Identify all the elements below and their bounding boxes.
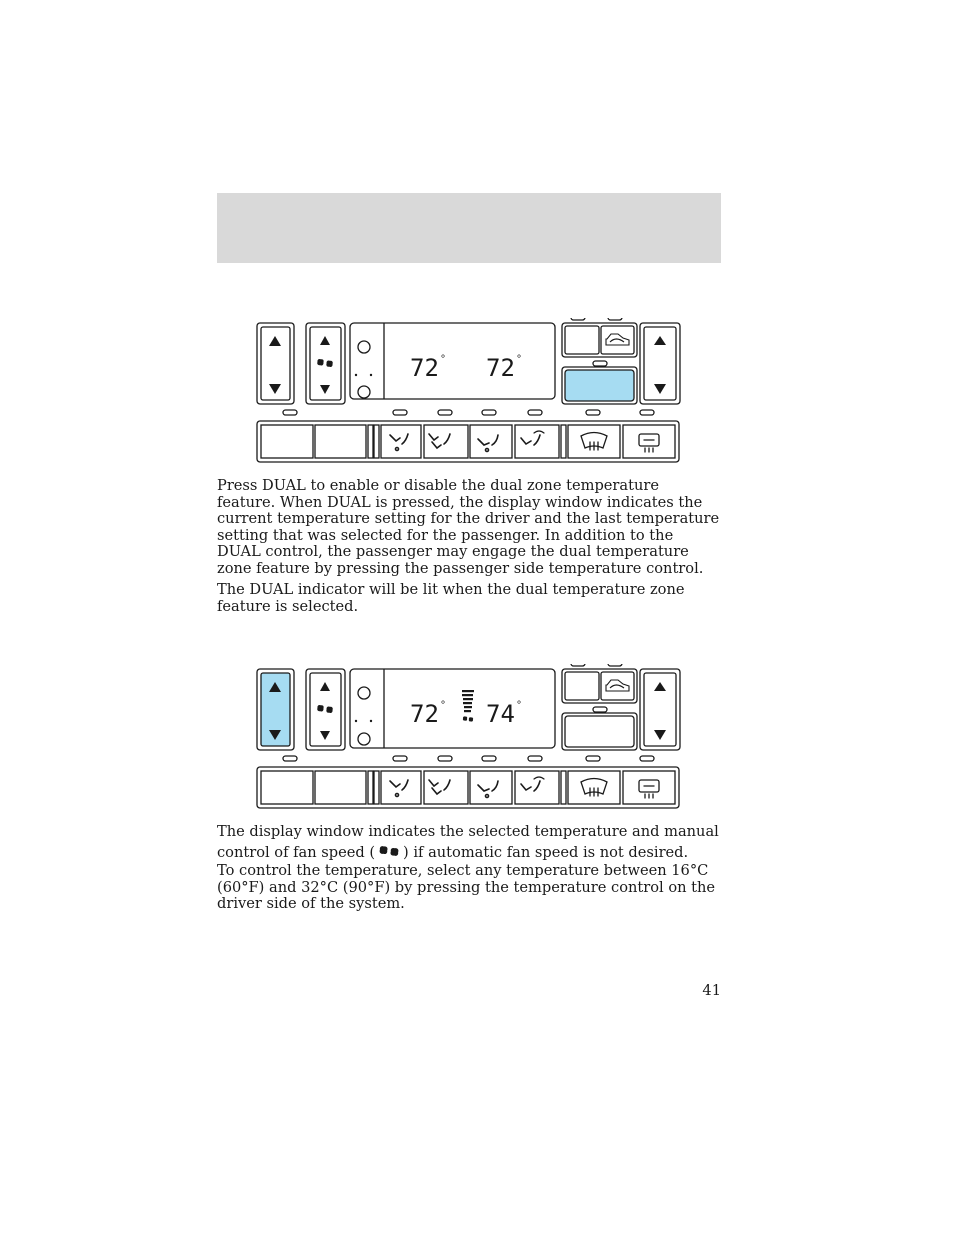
floor-defrost-icon [521,777,544,791]
up-arrow-icon [654,336,666,345]
dual-button[interactable] [565,716,634,747]
down-arrow-icon [320,385,330,394]
auto-indicator [358,341,370,353]
down-arrow-icon [269,384,281,394]
rear-defrost-icon [639,434,659,452]
recirculation-car-icon [606,334,629,345]
floor-button[interactable] [470,425,512,458]
degree-symbol: ° [516,354,523,365]
off-indicator [358,733,370,745]
panel-vent-button[interactable] [381,425,421,458]
paragraph-dual-indicator: The DUAL indicator will be lit when the dual temperature zone feature is selected. [217,581,685,615]
degree-symbol: ° [440,354,447,365]
fan-speed-level-bar [462,690,474,722]
fan-icon [316,704,334,714]
recirculation-car-icon [606,680,629,691]
paragraph-fan-speed [217,824,721,861]
paragraph-dual: Press DUAL to enable or disable the dual zone temperature feature. When DUAL is pressed, the display window indicates the current temperature setting for the driver and the last temperature setting that was selected for the passenger. In addition to the DUAL control, the passenger may engage the dual temperature zone feature by pressing the passenger side temperature control. [217,477,720,577]
degree-symbol: ° [440,700,447,711]
floor-button[interactable] [470,771,512,804]
fan-icon [379,841,399,861]
display-window [350,323,555,399]
auto-indicator [358,687,370,699]
left-temp-readout: 72 [410,700,439,728]
bilevel-icon [429,434,450,448]
windshield-defrost-icon [581,779,607,797]
paragraph-temperature-control: To control the temperature, select any temperature between 16°C (60°F) and 32°C (90°F) by pressing the temperature control on the driver side of the system. [217,862,716,913]
up-arrow-icon [320,682,330,691]
outside-air-button[interactable] [565,672,599,700]
fan-icon [316,358,334,368]
panel-vent-button[interactable] [381,771,421,804]
rear-defrost-icon [639,780,659,798]
off-indicator [358,386,370,398]
page-number: 41 [702,982,721,999]
fan-text-after: ) if automatic fan speed is not desired. [403,843,689,861]
climate-panel-2 [254,664,684,809]
up-arrow-icon [269,336,281,346]
bilevel-icon [429,780,450,794]
windshield-defrost-icon [581,433,607,451]
degree-symbol: ° [516,700,523,711]
panel-vent-icon [390,434,408,451]
display-window [350,669,555,748]
fan-text-before: The display window indicates the selected temperature and manual control of fan speed ( [217,823,719,861]
right-temp-readout: 74 [486,700,515,728]
header-band [217,193,721,263]
floor-icon [478,781,498,798]
up-arrow-icon [320,336,330,345]
down-arrow-icon [320,731,330,740]
panel-vent-icon [390,780,408,797]
down-arrow-icon [654,730,666,740]
floor-defrost-icon [521,431,544,445]
floor-icon [478,435,498,452]
right-temp-readout: 72 [486,354,515,382]
left-temp-readout: 72 [410,354,439,382]
down-arrow-icon [654,384,666,394]
climate-panel-1 [254,318,684,463]
rear-defrost-button[interactable] [623,425,675,458]
rear-defrost-button[interactable] [623,771,675,804]
up-arrow-icon [654,682,666,691]
dual-button[interactable] [565,370,634,401]
outside-air-button[interactable] [565,326,599,354]
